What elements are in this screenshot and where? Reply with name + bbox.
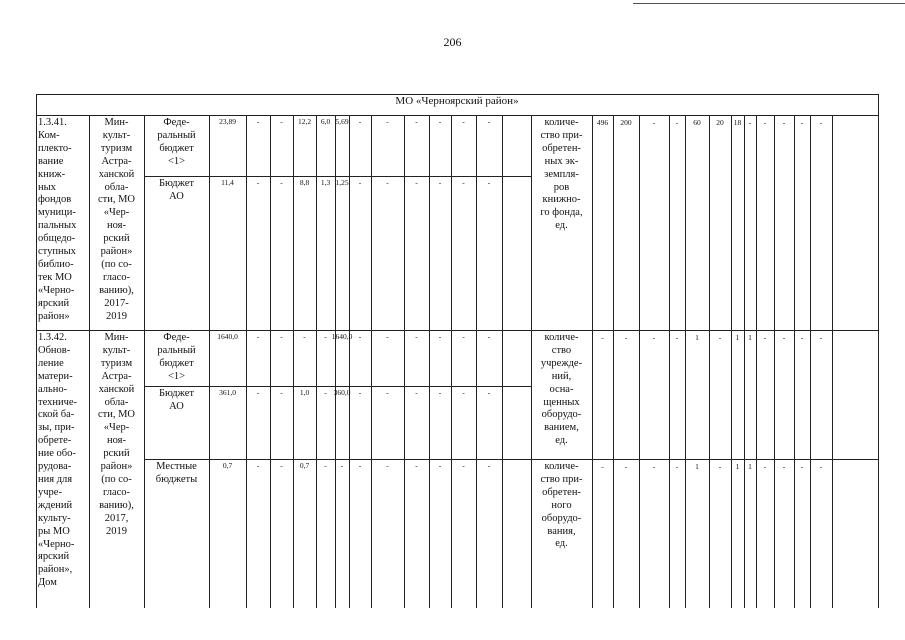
- budget-value: -: [358, 332, 362, 341]
- value-column-line: [451, 115, 452, 608]
- budget-value: -: [487, 461, 491, 470]
- budget-value: -: [256, 461, 260, 470]
- budget-value: -: [324, 388, 327, 397]
- budget-value: 0,7: [222, 461, 233, 470]
- indicator-column-line: [709, 115, 710, 608]
- indicator-value: -: [763, 333, 767, 342]
- measure-executor: Мин- культ- туризм Астра- ханской обла- сти, МО «Чер- ноя- рский район» (по со- гласо- ванию), 2017, 2019: [97, 332, 136, 537]
- section-title: МО «Черноярский район»: [395, 95, 519, 107]
- budget-value: -: [280, 388, 283, 397]
- indicator-value: -: [763, 118, 767, 127]
- funding-source: Бюджет АО: [158, 388, 195, 412]
- indicator-value: 1: [695, 333, 699, 342]
- indicator-value: -: [675, 333, 679, 342]
- budget-value: -: [256, 388, 260, 397]
- budget-value: -: [256, 178, 260, 187]
- budget-value: 360,0: [333, 388, 351, 397]
- indicator-value: -: [748, 118, 752, 127]
- indicator-value: 20: [716, 118, 724, 127]
- measure-executor: Мин- культ- туризм Астра- ханской обла- сти, МО «Чер- ноя- рский район» (по со- гласо- ванию), 2017- 2019: [97, 117, 136, 322]
- budget-value: -: [415, 461, 418, 470]
- indicator-value: 1: [735, 462, 740, 471]
- budget-value: -: [386, 332, 389, 341]
- budget-value: -: [280, 332, 283, 341]
- indicator-value: -: [675, 118, 679, 127]
- budget-value: 6,0: [320, 117, 331, 126]
- funding-source: Феде- ральный бюджет <1>: [157, 117, 196, 167]
- budget-value: 5,69: [335, 117, 349, 126]
- budget-value: -: [386, 461, 389, 470]
- source-separator: [144, 386, 531, 387]
- table-left-border: [36, 94, 37, 608]
- budget-value: -: [487, 332, 491, 341]
- indicator-column-line: [774, 115, 775, 608]
- budget-value: -: [303, 332, 306, 341]
- value-column-line: [502, 115, 503, 608]
- indicator-value: 1: [748, 462, 752, 471]
- indicator-value: -: [624, 462, 628, 471]
- budget-value: -: [280, 117, 283, 126]
- budget-value: -: [487, 117, 491, 126]
- indicator-column-line: [731, 115, 732, 608]
- budget-value: 1640,0: [217, 332, 238, 341]
- budget-value: -: [280, 178, 283, 187]
- source-separator: [144, 459, 878, 460]
- indicator-value: 496: [596, 118, 609, 127]
- indicator-column-line: [744, 115, 745, 608]
- value-column-line: [349, 115, 350, 608]
- indicator-value: -: [601, 333, 604, 342]
- value-column-line: [209, 115, 210, 608]
- budget-value: -: [358, 178, 362, 187]
- table-top-border: [36, 94, 878, 95]
- indicator-column-line: [810, 115, 811, 608]
- budget-value: 23,89: [219, 117, 236, 126]
- budget-value: 8,8: [299, 178, 310, 187]
- budget-value: -: [438, 178, 442, 187]
- header-bottom-border: [36, 115, 878, 116]
- budget-value: -: [256, 117, 260, 126]
- indicator-column-line: [756, 115, 757, 608]
- funding-source: Бюджет АО: [158, 178, 195, 202]
- value-column-line: [371, 115, 372, 608]
- indicator-value: -: [819, 462, 823, 471]
- indicator-value: -: [718, 462, 722, 471]
- budget-value: -: [358, 461, 362, 470]
- indicator-value: -: [624, 333, 628, 342]
- indicator-value: -: [782, 462, 786, 471]
- indicator-value: 1: [695, 462, 699, 471]
- budget-value: -: [462, 461, 465, 470]
- budget-value: -: [358, 388, 362, 397]
- budget-value: -: [438, 461, 442, 470]
- indicator-column-line: [639, 115, 640, 608]
- value-column-line: [293, 115, 294, 608]
- indicator-value: -: [800, 333, 804, 342]
- budget-value: -: [487, 178, 491, 187]
- budget-value: -: [340, 461, 344, 470]
- indicator-column-line: [878, 115, 879, 608]
- indicator-value: -: [652, 462, 656, 471]
- budget-value: 11,4: [221, 178, 234, 187]
- indicator-value: -: [652, 333, 656, 342]
- indicator-value: 1: [748, 333, 752, 342]
- indicator-value: -: [763, 462, 767, 471]
- indicator-column-line: [613, 115, 614, 608]
- budget-value: -: [438, 332, 442, 341]
- funding-source: Местные бюджеты: [155, 461, 198, 485]
- row-separator: [36, 330, 878, 331]
- budget-value: -: [462, 388, 465, 397]
- budget-value: -: [415, 332, 418, 341]
- measure-code-name: 1.3.41. Ком- плекто- вание книж- ных фондов муници- пальных общедо- ступных библио- тек МО «Черно- ярский район»: [38, 117, 77, 322]
- indicator-name: количе- ство учрежде- ний, осна- щенных оборудо- ванием, ед.: [540, 332, 583, 447]
- indicator-value: 1: [735, 333, 740, 342]
- indicator-column-line: [669, 115, 670, 608]
- budget-value: -: [415, 388, 418, 397]
- value-column-line: [476, 115, 477, 608]
- indicator-value: -: [652, 118, 656, 127]
- budget-value: 12,2: [297, 117, 312, 126]
- indicator-column-line: [832, 115, 833, 608]
- budget-value: -: [386, 388, 389, 397]
- indicator-value: -: [718, 333, 722, 342]
- indicator-column-line: [794, 115, 795, 608]
- indicator-name: количе- ство при- обретен- ного оборудо- вания, ед.: [540, 461, 583, 550]
- budget-value: 1640,0: [331, 332, 353, 341]
- indicator-value: -: [782, 333, 786, 342]
- budget-value: -: [280, 461, 283, 470]
- value-column-line: [404, 115, 405, 608]
- budget-value: -: [358, 117, 362, 126]
- budget-value: -: [324, 461, 327, 470]
- value-column-line: [316, 115, 317, 608]
- funding-source: Феде- ральный бюджет <1>: [157, 332, 196, 382]
- page-number: 206: [443, 35, 462, 49]
- indicator-value: 200: [620, 118, 632, 127]
- budget-value: -: [462, 332, 465, 341]
- budget-value: -: [256, 332, 260, 341]
- budget-value: -: [462, 178, 465, 187]
- indicator-value: -: [819, 333, 823, 342]
- indicator-column-line: [592, 115, 593, 608]
- budget-table: [36, 94, 878, 608]
- budget-value: -: [415, 178, 418, 187]
- measure-code-name: 1.3.42. Обнов- ление матери- ально- техниче- ской ба- зы, при- обрете- ние обо- рудова- ния для учре- ждений культу- ры МО «Черно- ярский район», Дом: [38, 332, 78, 589]
- budget-value: -: [386, 178, 389, 187]
- indicator-value: -: [800, 118, 804, 127]
- value-column-line: [429, 115, 430, 608]
- top-rule: [633, 3, 905, 4]
- indicator-value: -: [782, 118, 786, 127]
- budget-value: 1,25: [335, 178, 349, 187]
- indicator-name: количе- ство при- обретен- ных эк- земпля- ров книжно- го фонда, ед.: [540, 117, 583, 232]
- indicator-value: -: [675, 462, 679, 471]
- budget-value: -: [462, 117, 465, 126]
- indicator-column-line: [685, 115, 686, 608]
- budget-value: -: [438, 388, 442, 397]
- budget-value: 361,0: [219, 388, 236, 397]
- budget-value: 0,7: [299, 461, 310, 470]
- budget-value: -: [487, 388, 491, 397]
- budget-value: 1,0: [299, 388, 310, 397]
- value-column-line: [335, 115, 336, 608]
- indicator-value: 18: [733, 118, 742, 127]
- indicator-value: -: [800, 462, 804, 471]
- source-separator: [144, 176, 531, 177]
- budget-value: -: [415, 117, 418, 126]
- indicator-value: 60: [693, 118, 701, 127]
- budget-value: 1,3: [320, 178, 331, 187]
- value-column-line: [246, 115, 247, 608]
- budget-value: -: [438, 117, 442, 126]
- indicator-value: -: [601, 462, 604, 471]
- budget-value: -: [386, 117, 389, 126]
- indicator-value: -: [819, 118, 823, 127]
- budget-value: -: [324, 332, 327, 341]
- value-column-line: [270, 115, 271, 608]
